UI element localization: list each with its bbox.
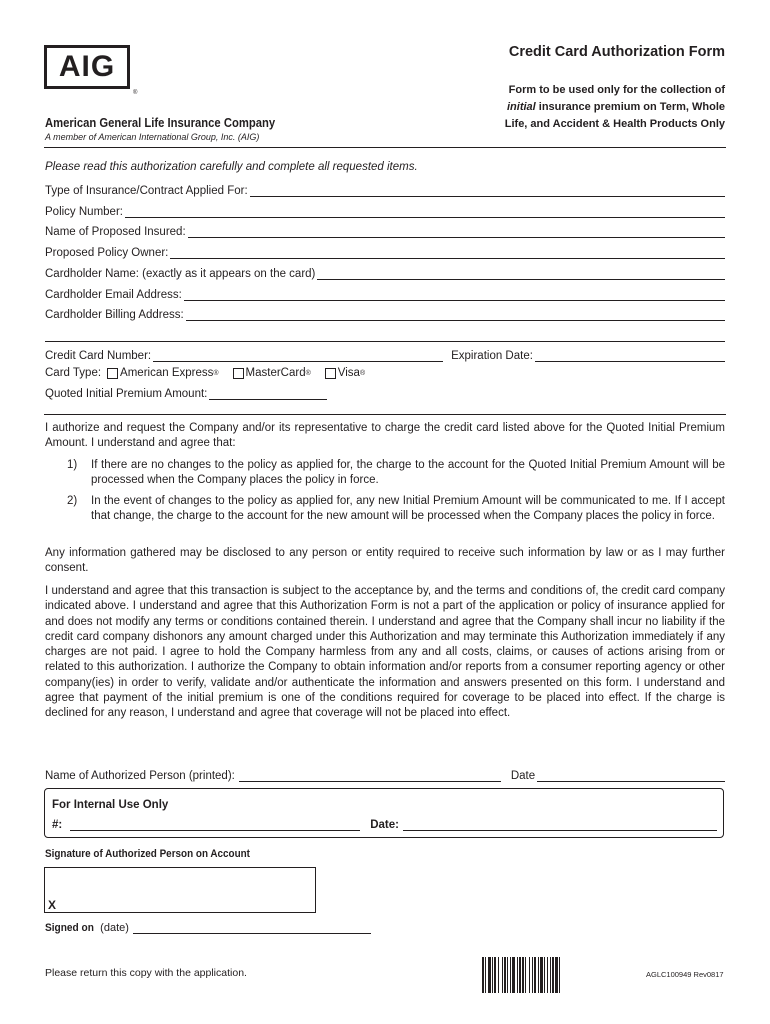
policy-number-input[interactable]	[125, 206, 725, 218]
subtitle-line-1: Form to be used only for the collection of	[508, 84, 725, 96]
form-code: AGLC100949 Rev0817	[646, 970, 724, 979]
credit-card-row	[45, 346, 725, 362]
section-divider	[44, 414, 726, 415]
subtitle-line-3: Life, and Accident & Health Products Only	[504, 118, 725, 130]
authorized-person-input[interactable]	[239, 770, 501, 782]
field-cardholder-name	[45, 264, 725, 280]
subtitle-line-2-rest: insurance premium on Term, Whole	[535, 101, 725, 113]
field-label: Cardholder Name: (exactly as it appears on the card)	[45, 268, 316, 280]
checkbox-icon[interactable]	[325, 368, 336, 379]
internal-date-label: Date:	[370, 819, 399, 831]
card-option-label: MasterCard	[245, 367, 306, 379]
field-cardholder-billing-line-2	[45, 326, 725, 342]
field-policy-number	[45, 202, 725, 218]
proposed-owner-input[interactable]	[170, 247, 725, 259]
date-label: Date	[510, 770, 536, 782]
type-of-insurance-input[interactable]	[250, 185, 725, 197]
registered-mark: ®	[305, 369, 311, 377]
signature-label: Signature of Authorized Person on Account	[45, 848, 250, 860]
authorized-person-label: Name of Authorized Person (printed):	[45, 770, 235, 782]
signature-box[interactable]	[44, 867, 316, 913]
card-type-label: Card Type:	[45, 367, 102, 379]
cardholder-name-input[interactable]	[317, 268, 725, 280]
subtitle-initial: initial	[506, 101, 536, 113]
item-number: 2)	[67, 495, 78, 507]
signed-on-date-input[interactable]	[133, 923, 371, 934]
authorized-person-row	[45, 766, 725, 782]
authorization-item-2	[67, 494, 725, 525]
aig-logo	[44, 45, 130, 89]
credit-card-number-label: Credit Card Number:	[45, 350, 152, 362]
field-proposed-insured	[45, 222, 725, 238]
field-label: Cardholder Email Address:	[45, 289, 182, 301]
authorization-item-1	[67, 458, 725, 489]
item-number: 1)	[67, 459, 78, 471]
field-label: Type of Insurance/Contract Applied For:	[45, 185, 248, 197]
barcode-bar	[560, 957, 562, 993]
authorization-intro: I authorize and request the Company and/or its representative to charge the credit card listed above for the Quoted Initial Premium Amount. I understand and agree that:	[45, 422, 725, 450]
card-option-visa[interactable]	[325, 367, 365, 379]
card-option-label: American Express	[120, 367, 214, 379]
field-label: Proposed Policy Owner:	[45, 247, 169, 259]
internal-number-input[interactable]	[70, 819, 360, 831]
header-divider	[44, 147, 726, 148]
checkbox-icon[interactable]	[233, 368, 244, 379]
item-text: In the event of changes to the policy as applied for, any new Initial Premium Amount will be communicated to me. If I accept that change, the charge to the account for the new amount will be processed when the Company places the policy in force.	[91, 495, 725, 523]
credit-card-number-input[interactable]	[153, 350, 443, 362]
proposed-insured-input[interactable]	[188, 226, 725, 238]
barcode	[482, 957, 606, 993]
field-cardholder-email	[45, 285, 725, 301]
company-name: American General Life Insurance Company	[45, 116, 276, 130]
quoted-premium-label: Quoted Initial Premium Amount:	[45, 388, 208, 400]
expiration-date-label: Expiration Date:	[451, 350, 533, 362]
quoted-premium-input[interactable]	[209, 388, 327, 400]
field-type-of-insurance	[45, 181, 725, 197]
cardholder-billing-input-2[interactable]	[45, 330, 725, 342]
signature-x-mark: X	[48, 898, 57, 912]
expiration-date-input[interactable]	[535, 350, 725, 362]
registered-mark: ®	[213, 369, 219, 377]
card-type-row	[45, 367, 379, 379]
internal-date-input[interactable]	[403, 819, 717, 831]
card-option-label: Visa	[337, 367, 360, 379]
form-title: Credit Card Authorization Form	[508, 44, 725, 60]
quoted-premium-row	[45, 388, 327, 400]
internal-number-label: #:	[52, 819, 63, 831]
registered-mark: ®	[359, 369, 366, 377]
member-text: A member of American International Group, Inc. (AIG)	[45, 132, 260, 142]
field-label: Cardholder Billing Address:	[45, 309, 184, 321]
field-label: Policy Number:	[45, 206, 123, 218]
date-input[interactable]	[537, 770, 725, 782]
logo-registered-mark: ®	[133, 90, 138, 96]
field-proposed-owner	[45, 243, 725, 259]
field-label: Name of Proposed Insured:	[45, 226, 186, 238]
signed-on-row	[45, 922, 371, 934]
checkbox-icon[interactable]	[107, 368, 118, 379]
terms-paragraph: I understand and agree that this transaction is subject to the acceptance by, and the terms and conditions of, the credit card company indicated above. I understand and agree that this Authorization Form is not a part of the application or policy of insurance applied for and does not modify any terms or conditions contained therein. I understand and agree that the Company shall incur no liability if the credit card company dishonors any amount charged under this Authorization and may terminate this Authorization immediately if any charges are not paid. I agree to hold the Company harmless from any and all costs, claims, or causes of actions arising from or related to this authorization. I authorize the Company to obtain information and/or reports from a consumer reporting agency or other company(ies) in order to verify, validate and/or authenticate the information and answers presented on this form. I understand and agree that payment of the initial premium is one of the conditions required for coverage to be placed into effect. If the charge is declined for any reason, I understand and agree that coverage will not be placed into effect.	[45, 585, 725, 720]
return-note: Please return this copy with the application.	[45, 967, 247, 979]
cardholder-billing-input[interactable]	[186, 309, 725, 321]
card-option-amex[interactable]	[107, 367, 218, 379]
internal-use-title: For Internal Use Only	[52, 799, 169, 811]
item-text: If there are no changes to the policy as applied for, the charge to the account for the Quoted Initial Premium Amount will be processed when the Company places the policy in force.	[91, 459, 725, 487]
signed-on-label: Signed on	[45, 922, 94, 934]
form-subtitle	[425, 82, 725, 133]
logo-text: AIG	[58, 50, 116, 83]
card-option-mastercard[interactable]	[233, 367, 311, 379]
internal-use-row	[52, 815, 717, 831]
cardholder-email-input[interactable]	[184, 289, 725, 301]
signed-on-date-hint: (date)	[100, 922, 129, 934]
subtitle-line-2	[425, 99, 725, 116]
field-cardholder-billing	[45, 305, 725, 321]
intro-text: Please read this authorization carefully and complete all requested items.	[45, 161, 418, 173]
disclosure-paragraph: Any information gathered may be disclosed to any person or entity required to receive such information by law or as I may further consent.	[45, 547, 725, 575]
